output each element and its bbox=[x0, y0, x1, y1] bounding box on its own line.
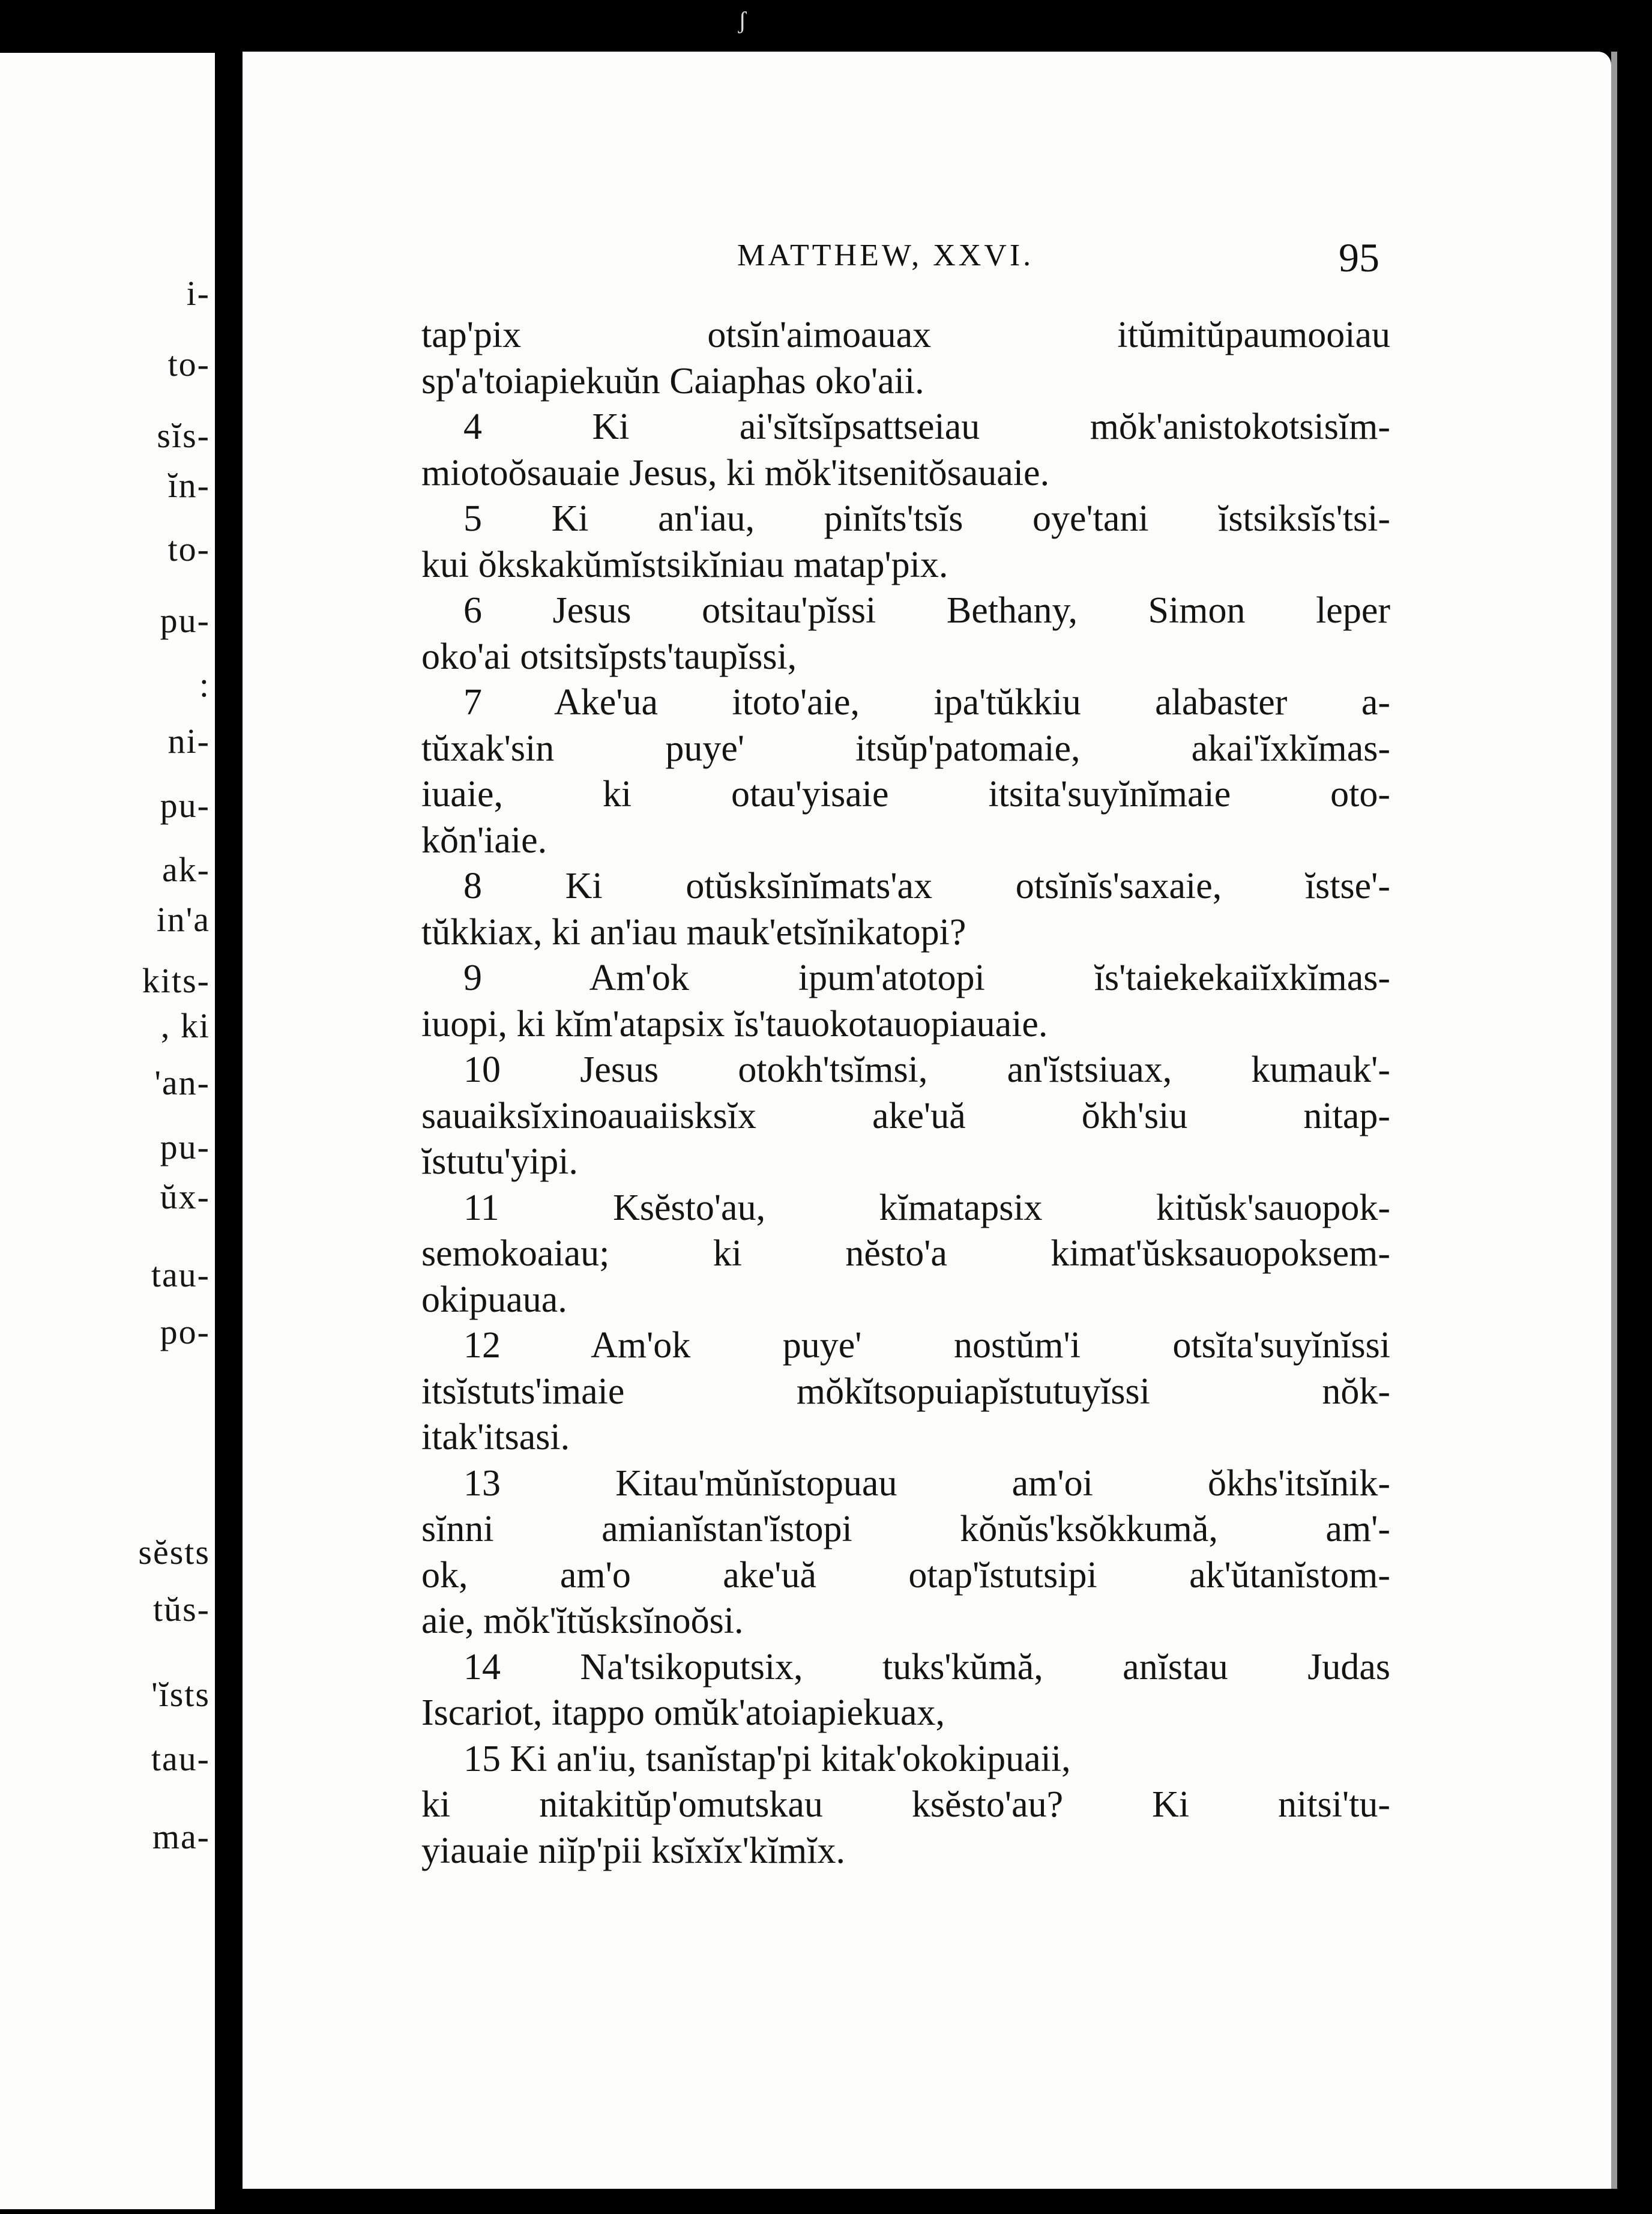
text-line: ĭstutu'yipi. bbox=[421, 1141, 578, 1182]
scan-speck: ʃ bbox=[738, 7, 747, 34]
left-page-text-fragment: sĕsts bbox=[138, 1533, 210, 1572]
text-line: okipuaua. bbox=[421, 1279, 567, 1320]
text-line: ok, am'o ake'uă otap'ĭstutsipi ak'ŭtanĭstom- bbox=[421, 1554, 1390, 1596]
left-page-text-fragment: po- bbox=[160, 1312, 210, 1351]
text-line: Iscariot, itappo omŭk'atoiapiekuax, bbox=[421, 1692, 945, 1733]
left-page-text-fragment: to- bbox=[167, 345, 210, 384]
text-line: tap'pix otsĭn'aimoauax itŭmitŭpaumooiau bbox=[421, 315, 1390, 355]
left-page-text-fragment: ĭn- bbox=[167, 465, 210, 505]
text-line: 13 Kitau'mŭnĭstopuau am'oi ŏkhs'itsĭnik- bbox=[463, 1462, 1390, 1504]
text-line: 14 Na'tsikoputsix, tuks'kŭmă, anĭstau Judas bbox=[463, 1646, 1390, 1688]
book-gutter bbox=[215, 0, 243, 2214]
text-line: 9 Am'ok ipum'atotopi ĭs'taiekekaiĭxkĭmas- bbox=[463, 958, 1390, 998]
text-line: 11 Ksĕsto'au, kĭmatapsix kitŭsk'sauopok- bbox=[463, 1187, 1390, 1228]
text-line: aie, mŏk'ĭtŭsksĭnoŏsi. bbox=[421, 1600, 744, 1641]
text-line: ki nitakitŭp'omutskau ksĕsto'au? Ki nitsi'tu- bbox=[421, 1784, 1390, 1825]
left-page-text-fragment: pu- bbox=[160, 1127, 210, 1166]
text-line: iuopi, ki kĭm'atapsix ĭs'tauokotauopiauaie. bbox=[421, 1003, 1048, 1045]
text-line: kui ŏkskakŭmĭstsikĭniau matap'pix. bbox=[421, 544, 948, 585]
text-line: 7 Ake'ua itoto'aie, ipa'tŭkkiu alabaster a- bbox=[463, 682, 1390, 723]
text-line: oko'ai otsitsĭpsts'taupĭssi, bbox=[421, 636, 797, 677]
left-page-text-fragment: to- bbox=[167, 529, 210, 569]
text-line: 10 Jesus otokh'tsĭmsi, an'ĭstsiuax, kumauk'- bbox=[463, 1049, 1390, 1090]
text-line: semokoaiau; ki nĕsto'a kimat'ŭsksauopoksem- bbox=[421, 1233, 1390, 1274]
text-line: 12 Am'ok puye' nostŭm'i otsĭta'suyĭnĭssi bbox=[463, 1325, 1390, 1366]
left-page-text-fragment: 'an- bbox=[154, 1063, 210, 1103]
text-line: 5 Ki an'iau, pinĭts'tsĭs oye'tani ĭstsiksĭs'tsi- bbox=[463, 498, 1390, 539]
text-line: 8 Ki otŭsksĭnĭmats'ax otsĭnĭs'saxaie, ĭstse'- bbox=[463, 866, 1390, 906]
left-page-text-fragment: pu- bbox=[160, 786, 210, 825]
text-line: itsĭstuts'imaie mŏkĭtsopuiapĭstutuyĭssi nŏk- bbox=[421, 1371, 1390, 1412]
text-line: itak'itsasi. bbox=[421, 1417, 570, 1458]
text-line: sp'a'toiapiekuŭn Caiaphas oko'aii. bbox=[421, 360, 924, 402]
left-page-text-fragment: , ki bbox=[160, 1006, 210, 1046]
text-line: 15 Ki an'iu, tsanĭstap'pi kitak'okokipuaii, bbox=[463, 1738, 1071, 1779]
text-line: yiauaie niĭp'pii ksĭxĭx'kĭmĭx. bbox=[421, 1830, 846, 1871]
left-page-text-fragment: kits- bbox=[142, 961, 210, 1000]
text-line: miotoŏsauaie Jesus, ki mŏk'itsenitŏsauaie. bbox=[421, 452, 1050, 493]
text-line: 6 Jesus otsitau'pĭssi Bethany, Simon leper bbox=[463, 590, 1390, 631]
page-number: 95 bbox=[1339, 235, 1379, 280]
left-page-text-fragment: 'ĭsts bbox=[151, 1675, 210, 1715]
text-line: tŭxak'sin puye' itsŭp'patomaie, akai'ĭxkĭmas- bbox=[421, 728, 1390, 769]
left-page-text-fragment: pu- bbox=[160, 600, 210, 640]
text-line: tŭkkiax, ki an'iau mauk'etsĭnikatopi? bbox=[421, 911, 966, 953]
left-page-text-fragment: tau- bbox=[151, 1739, 210, 1778]
page-edge bbox=[1611, 52, 1617, 2189]
left-page-text-fragment: ma- bbox=[152, 1817, 210, 1857]
left-page-text-fragment: i- bbox=[186, 273, 210, 313]
running-header: MATTHEW, XXVI. bbox=[737, 238, 1034, 273]
text-line: kŏn'iaie. bbox=[421, 819, 547, 861]
left-page-text-fragment: ni- bbox=[167, 722, 210, 761]
left-page-text-fragment: tŭs- bbox=[153, 1590, 210, 1629]
left-page-text-fragment: in'a bbox=[156, 899, 210, 939]
left-page-fragment bbox=[0, 53, 215, 2209]
left-page-text-fragment: ak- bbox=[161, 849, 210, 889]
body-text bbox=[421, 312, 1390, 1874]
left-page-text-fragment: tau- bbox=[151, 1255, 210, 1295]
text-line: sĭnni amianĭstan'ĭstopi kŏnŭs'ksŏkkumă, am'- bbox=[421, 1509, 1390, 1549]
left-page-text-fragment: : bbox=[199, 665, 210, 704]
left-page-text-fragment: ŭx- bbox=[160, 1177, 210, 1216]
text-line: 4 Ki ai'sĭtsĭpsattseiau mŏk'anistokotsisĭm- bbox=[463, 406, 1390, 447]
left-page-text-fragment: sĭs- bbox=[157, 415, 210, 455]
text-line: iuaie, ki otau'yisaie itsita'suyĭnĭmaie oto- bbox=[421, 774, 1390, 815]
text-line: sauaiksĭxinoauaiisksĭx ake'uă ŏkh'siu nitap- bbox=[421, 1095, 1390, 1136]
